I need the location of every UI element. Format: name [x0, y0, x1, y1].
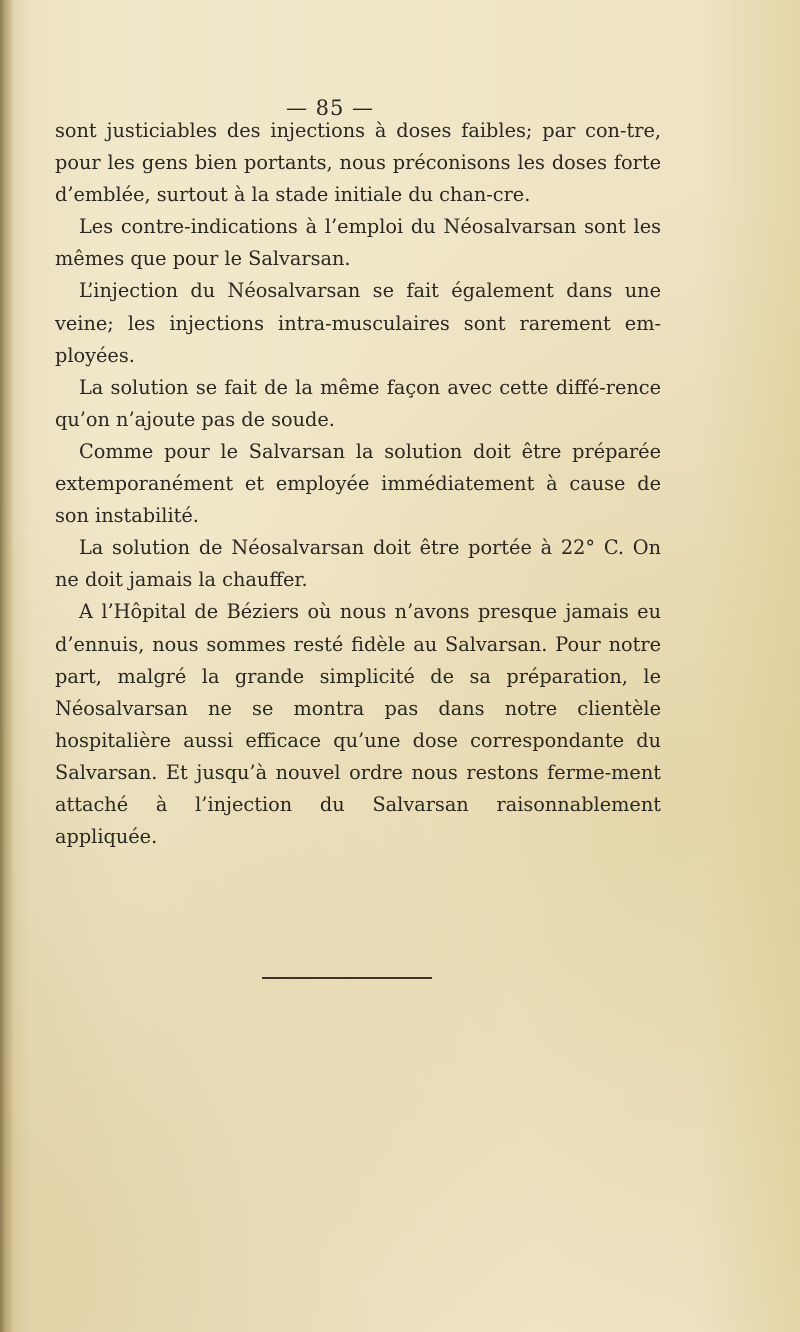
paragraph-1: sont justiciables des injections à doses faibles; par con-tre, pour les gens bien portants, nous préconisons les doses forte d’emblée, surtout à la stade initiale du chan-cre. [55, 119, 661, 207]
end-rule [262, 977, 432, 979]
paragraph-3: L’injection du Néosalvarsan se fait également dans une veine; les injections intra-musculaires sont rarement em-ployées. [55, 279, 661, 367]
body-text [55, 115, 661, 853]
paragraph-4: La solution se fait de la même façon avec cette diffé-rence qu’on n’ajoute pas de soude. [55, 375, 661, 431]
paragraph-2: Les contre-indications à l’emploi du Néosalvarsan sont les mêmes que pour le Salvarsan. [55, 215, 661, 271]
paragraph-5: Comme pour le Salvarsan la solution doit être préparée extemporanément et employée immédiatement à cause de son instabilité. [55, 439, 661, 528]
page-number: — 85 — [285, 96, 375, 120]
paragraph-6: La solution de Néosalvarsan doit être portée à 22° C. On ne doit jamais la chauffer. [55, 536, 661, 592]
paragraph-7: A l’Hôpital de Béziers où nous n’avons presque jamais eu d’ennuis, nous sommes resté fidèle au Salvarsan. Pour notre part, malgré la grande simplicité de sa préparation, le Néosalvarsan ne se montra pas dans notre clientèle hospitalière aussi efficace qu’une dose correspondante du Salvarsan. Et jusqu’à nouvel ordre nous restons ferme-ment attaché à l’injection du Salvarsan raisonnablement appliquée. [55, 600, 661, 849]
